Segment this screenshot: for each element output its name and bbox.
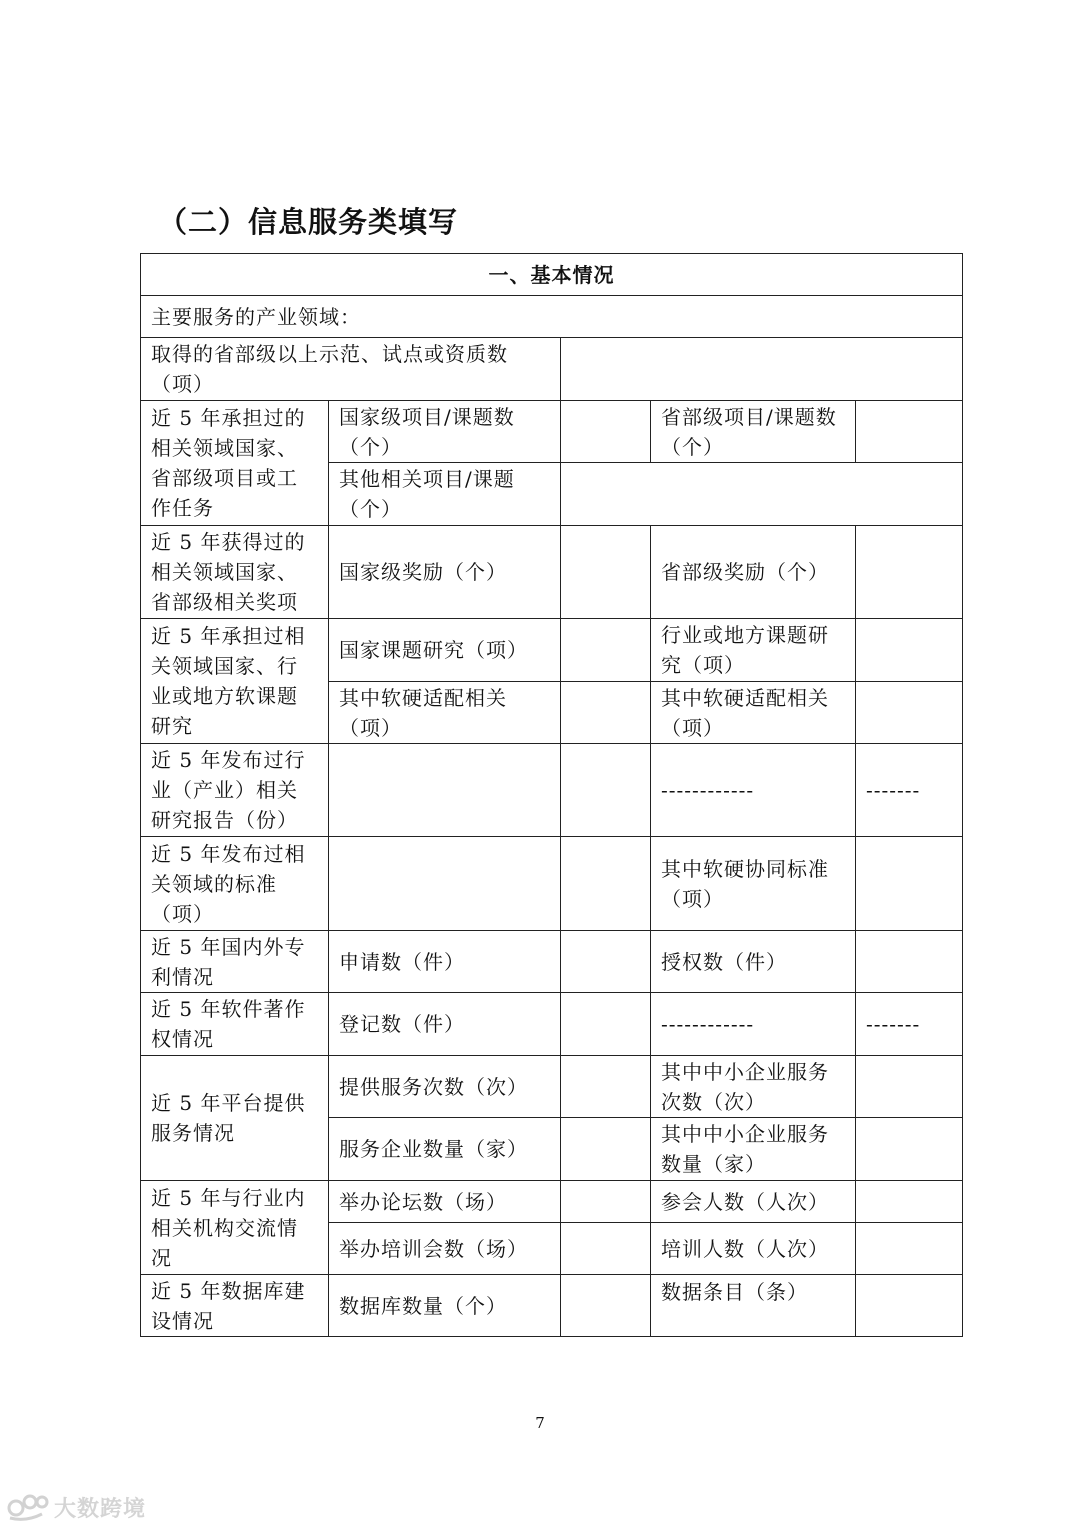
provincial-projects-label: 省部级项目/课题数（个） — [651, 401, 856, 463]
database-entries-label: 数据条目（条） — [651, 1275, 856, 1337]
copyright-row-label: 近 5 年软件著作权情况 — [141, 993, 329, 1056]
patents-applied-value — [561, 931, 651, 993]
standards-sub-value — [856, 837, 963, 931]
other-projects-label: 其他相关项目/课题（个） — [329, 463, 561, 526]
national-research-sub-value — [561, 682, 651, 744]
platform-row-label: 近 5 年平台提供服务情况 — [141, 1056, 329, 1181]
exchange-row-label: 近 5 年与行业内相关机构交流情况 — [141, 1181, 329, 1275]
forum-attendees-label: 参会人数（人次） — [651, 1181, 856, 1223]
copyright-registered-value — [561, 993, 651, 1056]
provincial-awards-value — [856, 526, 963, 619]
platform-sme-companies-label: 其中中小企业服务数量（家） — [651, 1118, 856, 1181]
database-row-label: 近 5 年数据库建设情况 — [141, 1275, 329, 1337]
copyright-dash-short: ------- — [856, 993, 963, 1056]
qualification-label: 取得的省部级以上示范、试点或资质数（项） — [141, 338, 561, 401]
industry-field-cell: 主要服务的产业领域： — [141, 296, 963, 338]
platform-times-label: 提供服务次数（次） — [329, 1056, 561, 1118]
other-projects-value — [561, 463, 963, 526]
provincial-awards-label: 省部级奖励（个） — [651, 526, 856, 619]
projects-row-label: 近 5 年承担过的相关领域国家、省部级项目或工作任务 — [141, 401, 329, 526]
basic-info-table — [140, 253, 963, 1337]
national-research-value — [561, 619, 651, 682]
platform-times-value — [561, 1056, 651, 1118]
patents-row-label: 近 5 年国内外专利情况 — [141, 931, 329, 993]
forums-value — [561, 1181, 651, 1223]
patents-granted-value — [856, 931, 963, 993]
trainees-value — [856, 1223, 963, 1275]
platform-sme-companies-value — [856, 1118, 963, 1181]
standards-sub-label: 其中软硬协同标准（项） — [651, 837, 856, 931]
reports-value-1 — [329, 744, 561, 837]
watermark-text: 大数跨境 — [54, 1496, 147, 1522]
industry-research-label: 行业或地方课题研究（项） — [651, 619, 856, 682]
page-number: 7 — [535, 1414, 545, 1432]
copyright-dash-long: ------------ — [651, 993, 856, 1056]
patents-granted-label: 授权数（件） — [651, 931, 856, 993]
trainings-label: 举办培训会数（场） — [329, 1223, 561, 1275]
platform-sme-times-label: 其中中小企业服务次数（次） — [651, 1056, 856, 1118]
provincial-projects-value — [856, 401, 963, 463]
reports-value-2 — [561, 744, 651, 837]
reports-row-label: 近 5 年发布过行业（产业）相关研究报告（份） — [141, 744, 329, 837]
national-research-label: 国家课题研究（项） — [329, 619, 561, 682]
database-entries-value — [856, 1275, 963, 1337]
forums-label: 举办论坛数（场） — [329, 1181, 561, 1223]
qualification-value — [561, 338, 963, 401]
industry-research-sub-value — [856, 682, 963, 744]
table-header: 一、基本情况 — [141, 254, 963, 296]
platform-companies-label: 服务企业数量（家） — [329, 1118, 561, 1181]
industry-research-sub-label: 其中软硬适配相关（项） — [651, 682, 856, 744]
forum-attendees-value — [856, 1181, 963, 1223]
national-projects-value — [561, 401, 651, 463]
national-awards-label: 国家级奖励（个） — [329, 526, 561, 619]
patents-applied-label: 申请数（件） — [329, 931, 561, 993]
national-awards-value — [561, 526, 651, 619]
standards-row-label: 近 5 年发布过相关领域的标准（项） — [141, 837, 329, 931]
watermark-logo-icon — [6, 1492, 50, 1522]
national-research-sub-label: 其中软硬适配相关（项） — [329, 682, 561, 744]
awards-row-label: 近 5 年获得过的相关领域国家、省部级相关奖项 — [141, 526, 329, 619]
standards-value-2 — [561, 837, 651, 931]
copyright-registered-label: 登记数（件） — [329, 993, 561, 1056]
trainings-value — [561, 1223, 651, 1275]
national-projects-label: 国家级项目/课题数（个） — [329, 401, 561, 463]
trainees-label: 培训人数（人次） — [651, 1223, 856, 1275]
database-count-label: 数据库数量（个） — [329, 1275, 561, 1337]
reports-dash-long: ------------ — [651, 744, 856, 837]
industry-research-value — [856, 619, 963, 682]
platform-companies-value — [561, 1118, 651, 1181]
reports-dash-short: ------- — [856, 744, 963, 837]
database-count-value — [561, 1275, 651, 1337]
section-title: （二）信息服务类填写 — [158, 205, 459, 239]
watermark — [6, 1489, 146, 1525]
standards-value-1 — [329, 837, 561, 931]
platform-sme-times-value — [856, 1056, 963, 1118]
research-row-label: 近 5 年承担过相关领域国家、行业或地方软课题研究 — [141, 619, 329, 744]
